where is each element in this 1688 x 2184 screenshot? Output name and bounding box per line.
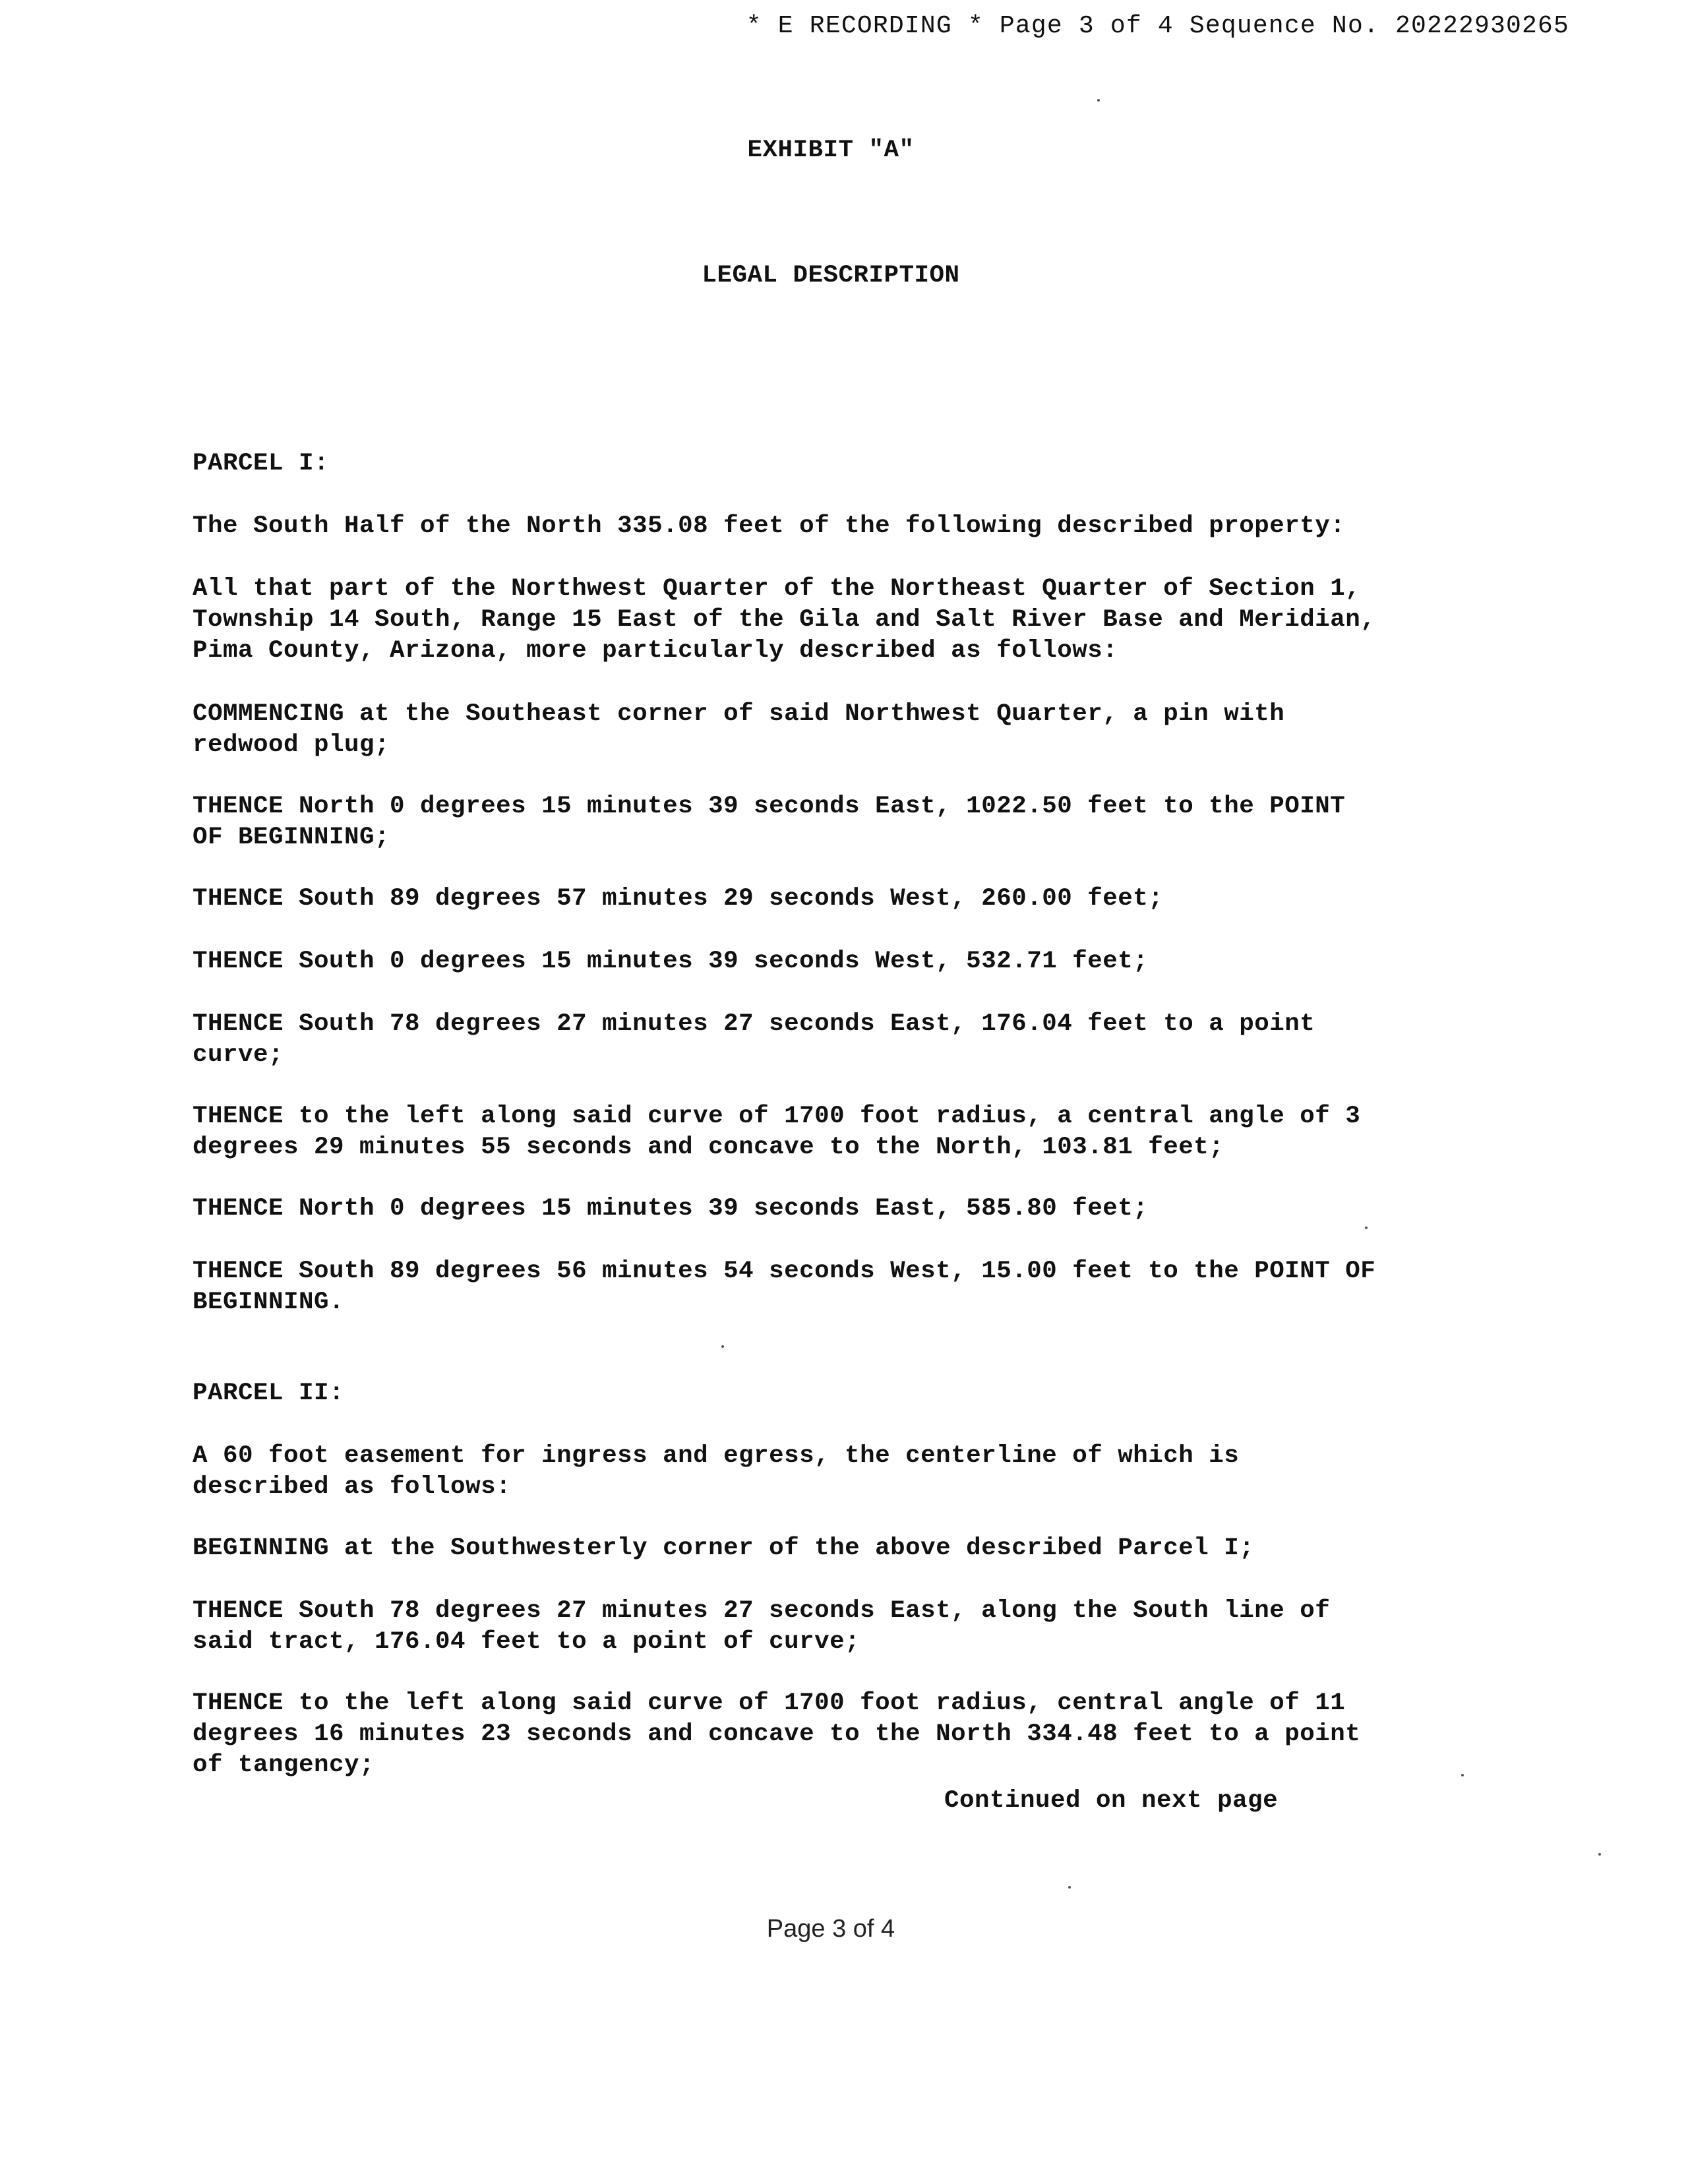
recording-header: * E RECORDING * Page 3 of 4 Sequence No. 20222930265 (746, 12, 1569, 40)
exhibit-title: EXHIBIT "A" (747, 136, 915, 164)
parcel-1-course: THENCE North 0 degrees 15 minutes 39 seconds East, 1022.50 feet to the POINT OF BEGINNING; (193, 793, 1346, 851)
parcel-1-course: THENCE South 78 degrees 27 minutes 27 seconds East, 176.04 feet to a point curve; (193, 1010, 1315, 1069)
legal-description-title: LEGAL DESCRIPTION (702, 262, 960, 289)
parcel-1-course: THENCE to the left along said curve of 1700 foot radius, a central angle of 3 degrees 29 minutes 55 seconds and concave to the North, 103.81 feet; (193, 1103, 1361, 1161)
scan-speck (1068, 1886, 1071, 1889)
parcel-1-description: All that part of the Northwest Quarter of the Northeast Quarter of Section 1, Township 14 South, Range 15 East of the Gila and Salt River Base and Meridian, Pima County, Arizona, more particularly described as follows: (193, 575, 1376, 665)
parcel-2-course: THENCE to the left along said curve of 1700 foot radius, central angle of 11 degrees 16 minutes 23 seconds and concave to the North 334.48 feet to a point of tangency; (193, 1689, 1361, 1779)
parcel-2-beginning: BEGINNING at the Southwesterly corner of the above described Parcel I; (193, 1534, 1255, 1562)
continued-note: Continued on next page (944, 1787, 1279, 1815)
page-number: Page 3 of 4 (766, 1915, 895, 1943)
scan-speck (1598, 1853, 1601, 1856)
parcel-1-course: THENCE South 89 degrees 56 minutes 54 seconds West, 15.00 feet to the POINT OF BEGINNING. (193, 1258, 1376, 1316)
parcel-1-course: THENCE South 0 degrees 15 minutes 39 seconds West, 532.71 feet; (193, 948, 1149, 975)
parcel-2-intro: A 60 foot easement for ingress and egress, the centerline of which is described as follows: (193, 1442, 1240, 1501)
scan-speck (1461, 1774, 1464, 1776)
parcel-1-intro: The South Half of the North 335.08 feet of the following described property: (193, 512, 1346, 540)
parcel-1-heading: PARCEL I: (193, 450, 330, 477)
parcel-1-commencing: COMMENCING at the Southeast corner of said Northwest Quarter, a pin with redwood plug; (193, 700, 1285, 759)
scan-speck (721, 1345, 724, 1348)
parcel-2-course: THENCE South 78 degrees 27 minutes 27 seconds East, along the South line of said tract, 176.04 feet to a point of curve; (193, 1597, 1331, 1656)
parcel-1-course: THENCE North 0 degrees 15 minutes 39 seconds East, 585.80 feet; (193, 1195, 1149, 1223)
scan-speck (1097, 99, 1100, 102)
parcel-1-course: THENCE South 89 degrees 57 minutes 29 seconds West, 260.00 feet; (193, 885, 1164, 913)
parcel-2-heading: PARCEL II: (193, 1380, 345, 1407)
scan-speck (1365, 1227, 1368, 1229)
